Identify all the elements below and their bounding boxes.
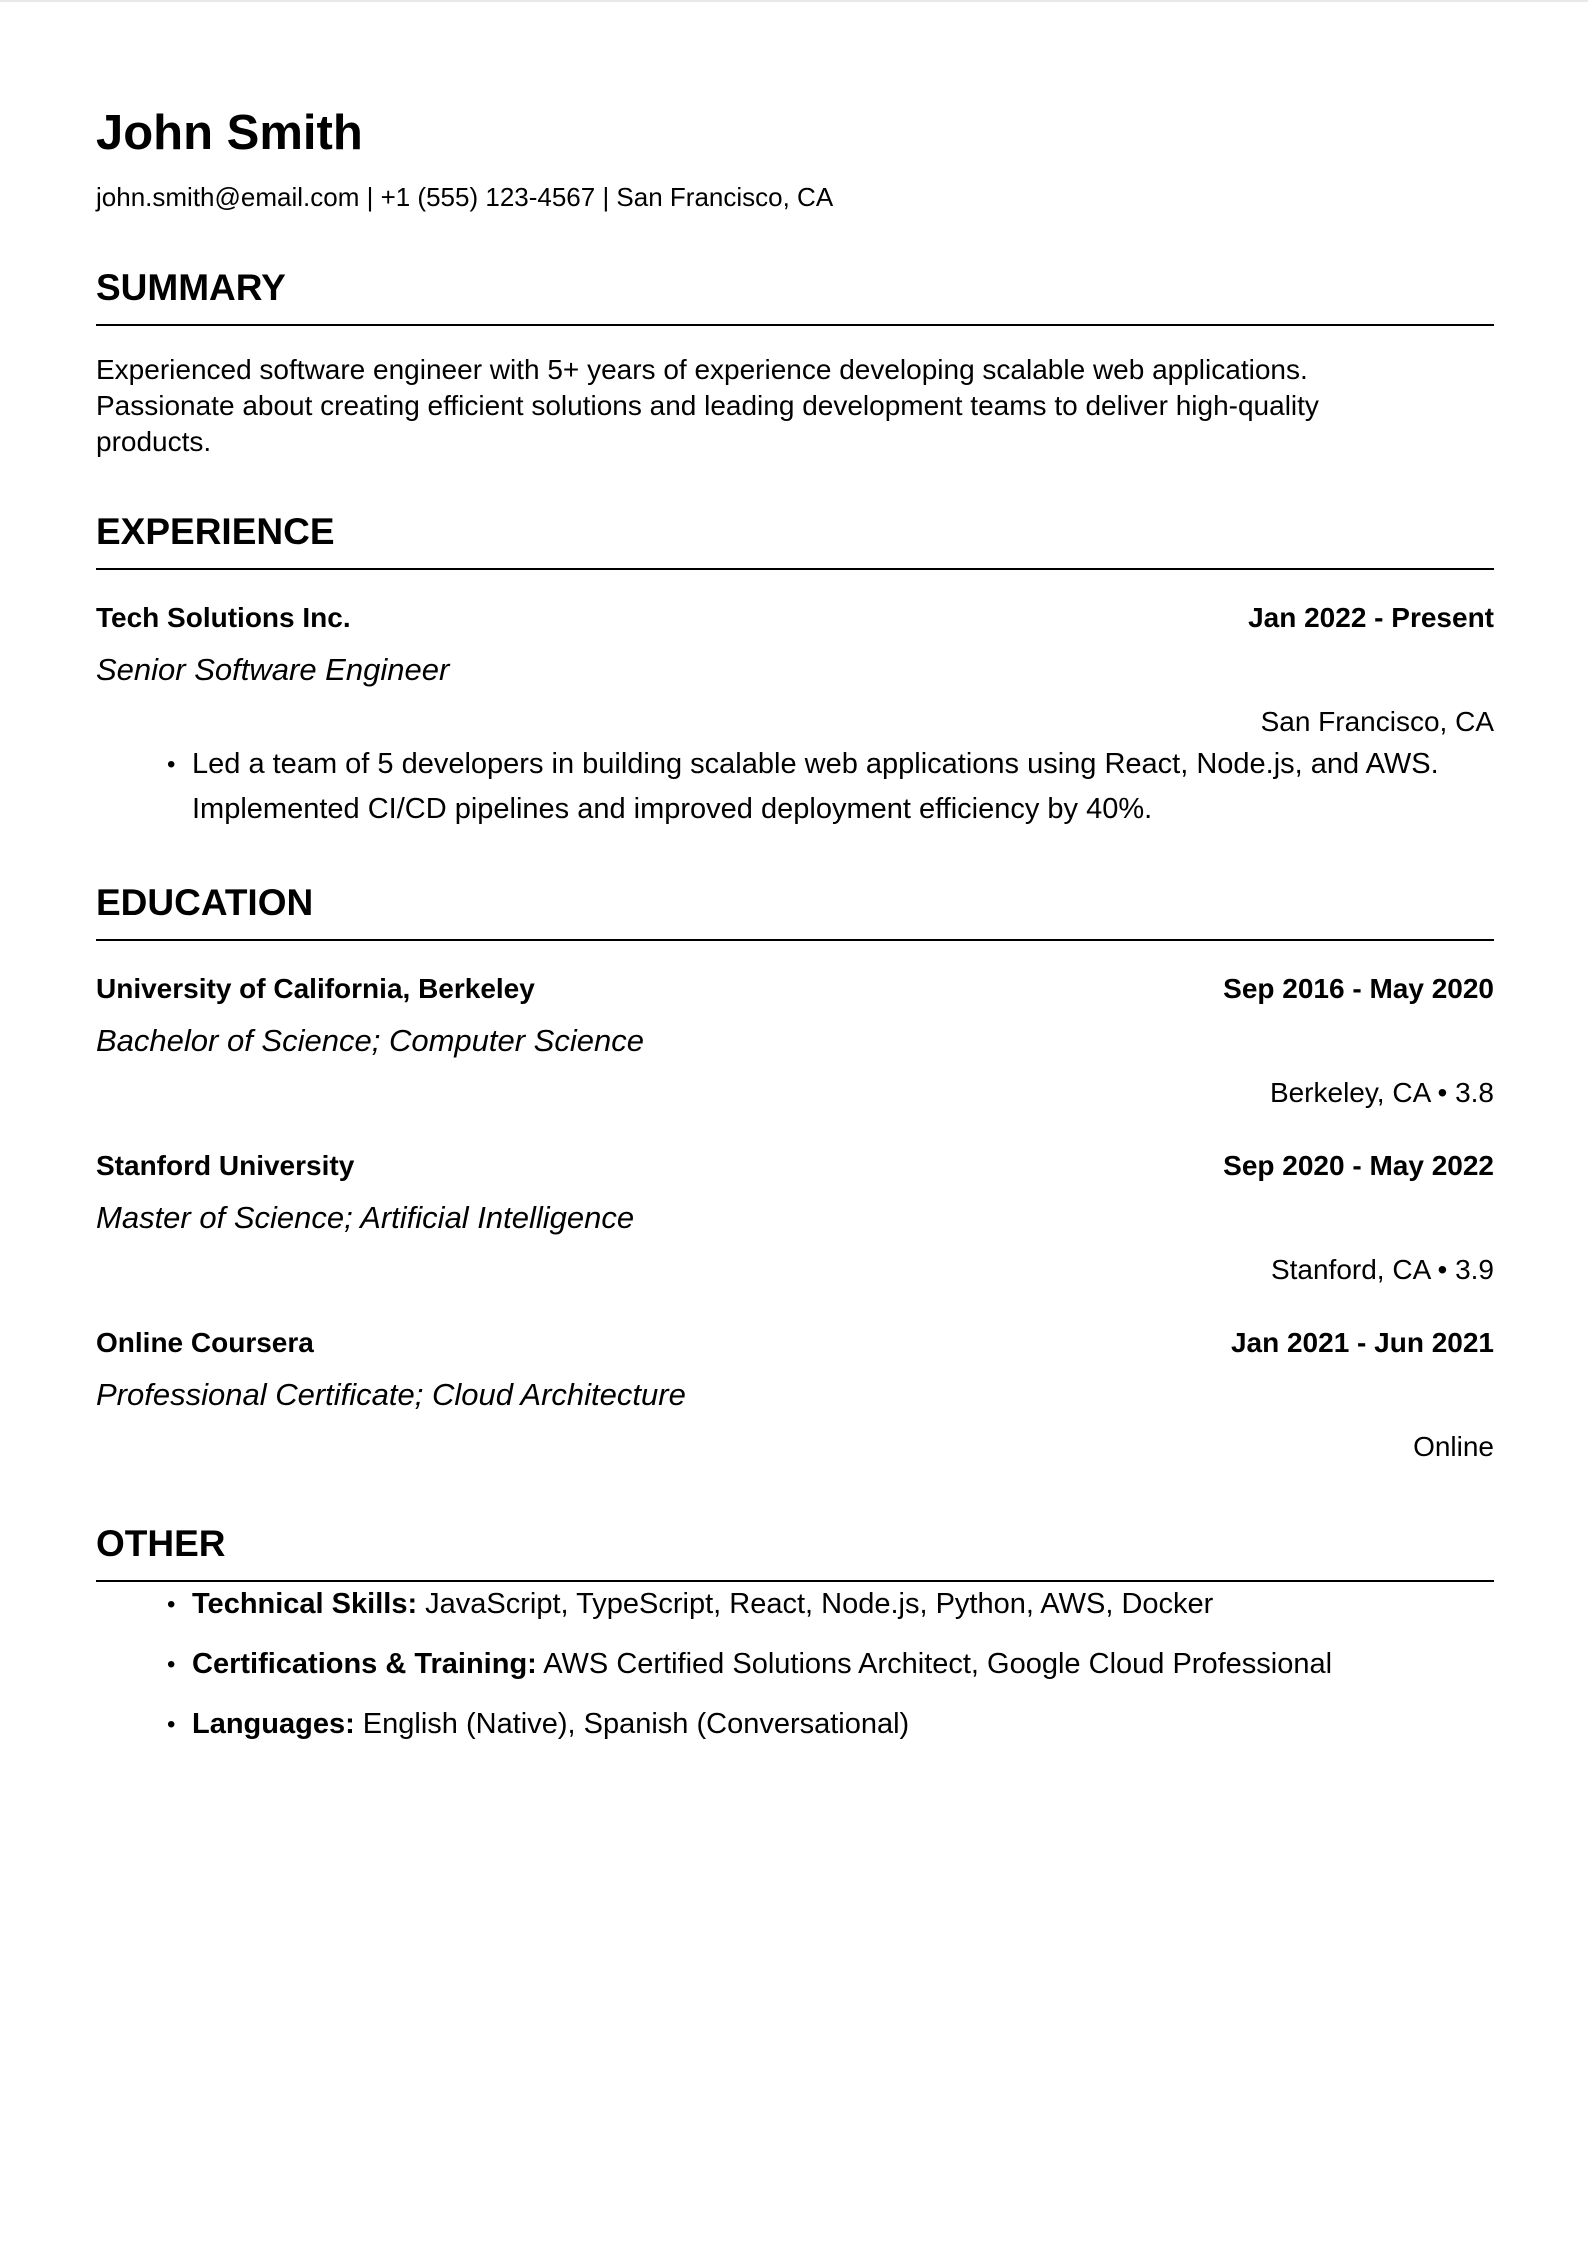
education-location: Berkeley, CA • 3.8 xyxy=(1269,1077,1494,1108)
bullet-icon: • xyxy=(167,1651,176,1678)
job-title: Senior Software Engineer xyxy=(96,652,450,687)
school-name: Online Coursera xyxy=(96,1327,314,1358)
section-title-summary: SUMMARY xyxy=(96,264,1494,326)
education-dates: Jan 2021 - Jun 2021 xyxy=(1230,1327,1494,1358)
other-item-label: Certifications & Training: xyxy=(192,1648,537,1680)
other-item-value: AWS Certified Solutions Architect, Google Cloud Professional xyxy=(536,1648,1333,1680)
company-name: Tech Solutions Inc. xyxy=(96,602,351,633)
section-title-education: EDUCATION xyxy=(96,879,1494,941)
education-location: Online xyxy=(1413,1431,1494,1462)
other-item-label: Languages: xyxy=(192,1708,355,1740)
experience-section xyxy=(96,508,1494,832)
other-item xyxy=(167,1702,1494,1747)
education-entry xyxy=(96,969,1494,1113)
education-entry-header xyxy=(96,1146,1494,1186)
section-title-other: OTHER xyxy=(96,1520,1494,1582)
degree: Professional Certificate; Cloud Architecture xyxy=(96,1377,686,1412)
bullet-icon: • xyxy=(167,1591,176,1618)
education-dates: Sep 2016 - May 2020 xyxy=(1223,973,1494,1004)
degree: Master of Science; Artificial Intelligence xyxy=(96,1200,635,1235)
degree: Bachelor of Science; Computer Science xyxy=(96,1023,644,1058)
experience-entry-header xyxy=(96,598,1494,638)
school-name: University of California, Berkeley xyxy=(96,973,535,1004)
other-item-label: Technical Skills: xyxy=(192,1588,418,1620)
experience-bullet-text: Led a team of 5 developers in building scalable web applications using React, Node.js, and AWS. Implemented CI/CD pipelines and improved deployment efficiency by 40%. xyxy=(192,748,1439,825)
other-item xyxy=(167,1582,1494,1627)
other-list xyxy=(96,1582,1494,1747)
other-item-value: English (Native), Spanish (Conversational) xyxy=(354,1708,910,1740)
education-entry xyxy=(96,1323,1494,1467)
other-section xyxy=(96,1520,1494,1747)
bullet-icon: • xyxy=(167,1711,176,1738)
other-item-value: JavaScript, TypeScript, React, Node.js, Python, AWS, Docker xyxy=(417,1588,1214,1620)
summary-text: Experienced software engineer with 5+ years of experience developing scalable web applications. Passionate about creating efficient solutions and leading development teams to deliver high-quality products. xyxy=(96,354,1319,457)
education-dates: Sep 2020 - May 2022 xyxy=(1223,1150,1494,1181)
education-location: Stanford, CA • 3.9 xyxy=(1270,1254,1494,1285)
education-section xyxy=(96,879,1494,1467)
experience-entry xyxy=(96,598,1494,832)
education-entry-header xyxy=(96,969,1494,1009)
job-location: San Francisco, CA xyxy=(1260,706,1494,737)
bullet-icon: • xyxy=(167,751,176,778)
other-item xyxy=(167,1642,1494,1687)
employment-dates: Jan 2022 - Present xyxy=(1248,602,1494,633)
summary-section xyxy=(96,264,1494,460)
candidate-name: John Smith xyxy=(96,106,363,160)
section-title-experience: EXPERIENCE xyxy=(96,508,1494,570)
contact-info: john.smith@email.com | +1 (555) 123-4567 | San Francisco, CA xyxy=(96,182,834,212)
education-entry-header xyxy=(96,1323,1494,1363)
experience-bullets xyxy=(96,742,1494,832)
experience-bullet xyxy=(167,742,1492,832)
top-divider xyxy=(0,0,1588,2)
school-name: Stanford University xyxy=(96,1150,355,1181)
education-entry xyxy=(96,1146,1494,1290)
